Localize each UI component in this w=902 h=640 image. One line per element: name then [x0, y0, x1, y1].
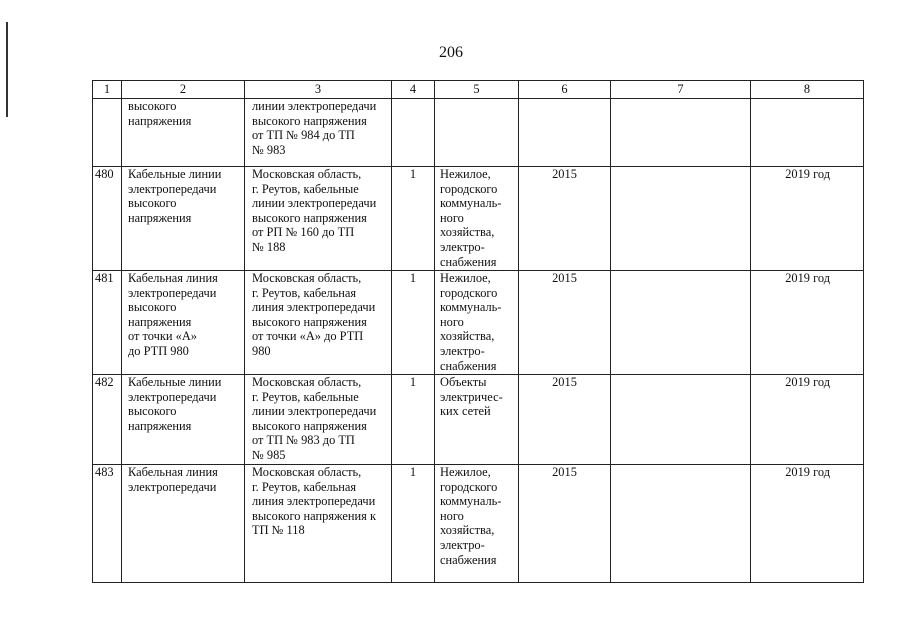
object-name-cell-line: напряжения [128, 418, 192, 433]
object-name-cell-line: Кабельные линии [128, 375, 222, 389]
object-name-cell-line: электропередачи [128, 285, 217, 300]
address-cell-line: г. Реутов, кабельная [252, 285, 357, 300]
address-cell-line: Московская область, [252, 465, 362, 479]
address-cell-line: ТП № 118 [252, 523, 305, 538]
row-number-cell: 481 [93, 271, 122, 375]
object-name-cell-line: высокого [128, 300, 177, 315]
purpose-cell-line: электро- [440, 537, 485, 552]
address-cell-line: Московская область, [252, 375, 362, 389]
purpose-cell-line: городского [440, 181, 498, 196]
table-row [93, 271, 864, 375]
object-name-cell-line: высокого [128, 196, 177, 211]
quantity-cell [392, 99, 435, 167]
purpose-cell-line: Объекты [440, 375, 487, 389]
table-row [93, 375, 864, 465]
address-cell [245, 465, 392, 583]
object-name-cell-line: до РТП 980 [128, 343, 189, 358]
object-name-cell-line: Кабельная линия [128, 465, 218, 479]
purpose-cell-line: Нежилое, [440, 167, 491, 181]
year-cell: 2015 [519, 375, 611, 465]
purpose-cell [435, 465, 519, 583]
purpose-cell-line: коммуналь- [440, 494, 502, 509]
address-cell-line: г. Реутов, кабельные [252, 181, 359, 196]
header-row [93, 81, 864, 99]
object-name-cell [122, 271, 245, 375]
purpose-cell-line: городского [440, 285, 498, 300]
table-row [93, 167, 864, 271]
object-name-cell-line: от точки «А» [128, 329, 197, 344]
quantity-cell: 1 [392, 271, 435, 375]
object-name-cell-line: Кабельные линии [128, 167, 222, 181]
address-cell-line: от ТП № 984 до ТП [252, 128, 355, 143]
year-cell [519, 99, 611, 167]
row-number-cell: 480 [93, 167, 122, 271]
year-cell: 2015 [519, 167, 611, 271]
address-cell-line: высокого напряжения [252, 113, 367, 128]
column-header: 8 [751, 81, 864, 99]
address-cell-line: высокого напряжения [252, 210, 367, 225]
address-cell-line: от точки «А» до РТП [252, 329, 364, 344]
purpose-cell-line: снабжения [440, 552, 497, 567]
object-name-cell [122, 375, 245, 465]
object-name-cell-line: напряжения [128, 113, 192, 128]
quantity-cell: 1 [392, 465, 435, 583]
purpose-cell-line: коммуналь- [440, 196, 502, 211]
address-cell [245, 99, 392, 167]
page-number: 206 [439, 44, 463, 61]
purpose-cell-line: хозяйства, [440, 523, 495, 538]
address-cell-line: № 188 [252, 239, 286, 254]
address-cell-line: линия электропередачи [252, 494, 376, 509]
object-name-cell-line: электропередачи [128, 479, 217, 494]
address-cell-line: Московская область, [252, 167, 362, 181]
term-cell [751, 99, 864, 167]
object-name-cell-line: электропередачи [128, 181, 217, 196]
purpose-cell-line: снабжения [440, 254, 497, 269]
purpose-cell [435, 375, 519, 465]
address-cell-line: линия электропередачи [252, 300, 376, 315]
object-name-cell [122, 465, 245, 583]
purpose-cell [435, 271, 519, 375]
address-cell [245, 167, 392, 271]
address-cell [245, 271, 392, 375]
purpose-cell-line: ного [440, 210, 464, 225]
registry-table [92, 80, 864, 583]
object-name-cell-line: Кабельная линия [128, 271, 218, 285]
row-number-cell: 483 [93, 465, 122, 583]
column-7-cell [611, 99, 751, 167]
column-header: 6 [519, 81, 611, 99]
address-cell-line: № 983 [252, 142, 286, 157]
purpose-cell-line: электро- [440, 343, 485, 358]
address-cell [245, 375, 392, 465]
column-header: 4 [392, 81, 435, 99]
address-cell-line: от ТП № 983 до ТП [252, 433, 355, 448]
address-cell-line: г. Реутов, кабельная [252, 479, 357, 494]
term-cell: 2019 год [751, 167, 864, 271]
purpose-cell-line: снабжения [440, 358, 497, 373]
row-number-cell: 482 [93, 375, 122, 465]
column-7-cell [611, 167, 751, 271]
address-cell-line: № 985 [252, 447, 286, 462]
table-row [93, 99, 864, 167]
quantity-cell: 1 [392, 167, 435, 271]
address-cell-line: высокого напряжения [252, 314, 367, 329]
object-name-cell-line: напряжения [128, 210, 192, 225]
column-header: 7 [611, 81, 751, 99]
term-cell: 2019 год [751, 375, 864, 465]
term-cell: 2019 год [751, 271, 864, 375]
object-name-cell-line: высокого [128, 404, 177, 419]
column-7-cell [611, 271, 751, 375]
purpose-cell-line: электро- [440, 239, 485, 254]
purpose-cell-line: городского [440, 479, 498, 494]
column-header: 1 [93, 81, 122, 99]
table-row [93, 465, 864, 583]
address-cell-line: линии электропередачи [252, 99, 377, 113]
purpose-cell-line: Нежилое, [440, 465, 491, 479]
quantity-cell: 1 [392, 375, 435, 465]
object-name-cell [122, 167, 245, 271]
purpose-cell-line: ного [440, 314, 464, 329]
column-7-cell [611, 375, 751, 465]
purpose-cell-line: ного [440, 508, 464, 523]
purpose-cell-line: хозяйства, [440, 329, 495, 344]
row-number-cell [93, 99, 122, 167]
year-cell: 2015 [519, 271, 611, 375]
address-cell-line: от РП № 160 до ТП [252, 225, 355, 240]
purpose-cell-line: Нежилое, [440, 271, 491, 285]
address-cell-line: высокого напряжения к [252, 508, 376, 523]
year-cell: 2015 [519, 465, 611, 583]
address-cell-line: 980 [252, 343, 271, 358]
address-cell-line: Московская область, [252, 271, 362, 285]
column-header: 3 [245, 81, 392, 99]
purpose-cell-line: электричес- [440, 389, 503, 404]
column-header: 2 [122, 81, 245, 99]
column-7-cell [611, 465, 751, 583]
address-cell-line: линии электропередачи [252, 196, 377, 211]
purpose-cell-line: ких сетей [440, 404, 491, 419]
object-name-cell-line: высокого [128, 99, 177, 113]
purpose-cell [435, 99, 519, 167]
column-header: 5 [435, 81, 519, 99]
purpose-cell-line: хозяйства, [440, 225, 495, 240]
address-cell-line: высокого напряжения [252, 418, 367, 433]
purpose-cell-line: коммуналь- [440, 300, 502, 315]
object-name-cell-line: электропередачи [128, 389, 217, 404]
object-name-cell [122, 99, 245, 167]
term-cell: 2019 год [751, 465, 864, 583]
object-name-cell-line: напряжения [128, 314, 192, 329]
address-cell-line: линии электропередачи [252, 404, 377, 419]
purpose-cell [435, 167, 519, 271]
margin-line [6, 22, 8, 117]
address-cell-line: г. Реутов, кабельные [252, 389, 359, 404]
